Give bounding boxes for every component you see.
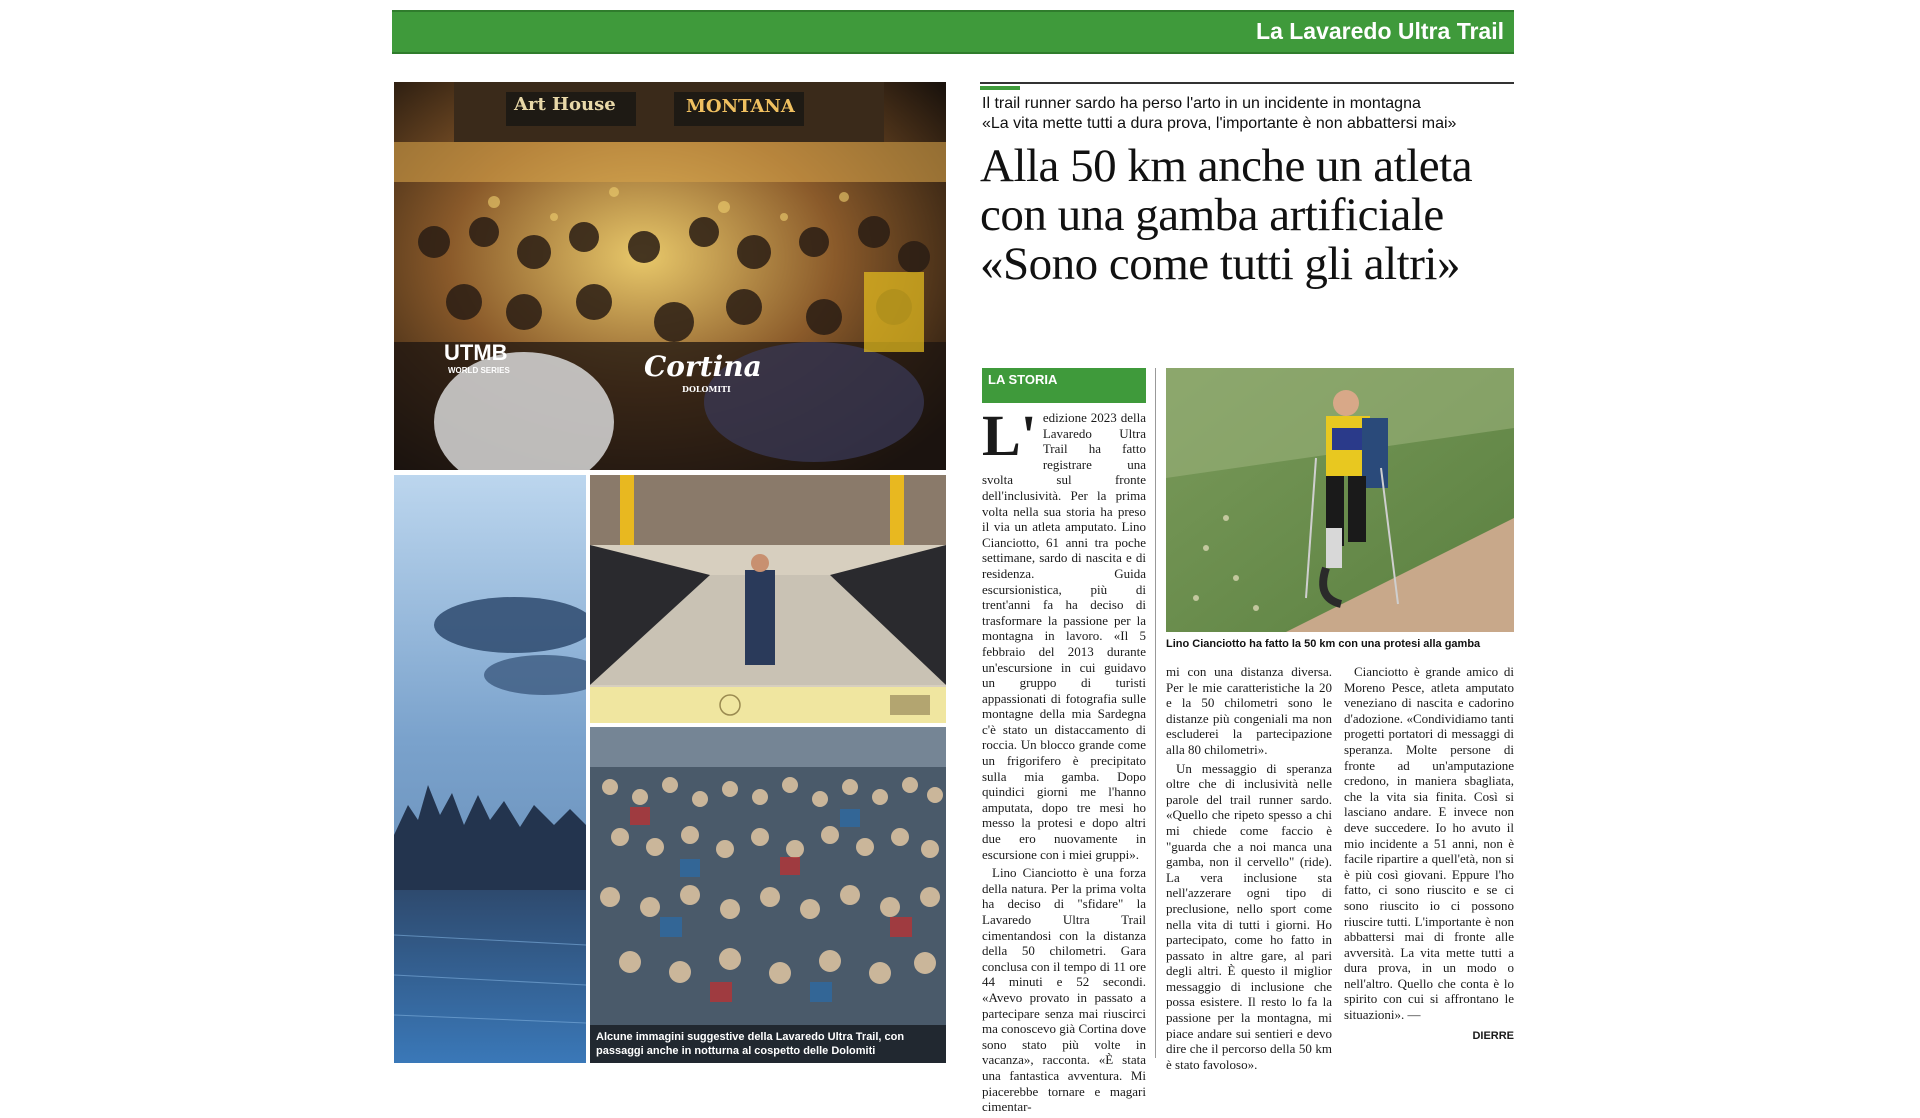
cortina-logo-sub: DOLOMITI [682, 384, 731, 394]
shop-sign-montana: MONTANA [686, 96, 795, 117]
column-divider [1155, 368, 1156, 1058]
dropcap: L' [982, 403, 1037, 468]
utmb-logo: UTMB [444, 340, 508, 365]
finish-line-photo [590, 475, 946, 723]
article-paragraph: Cianciotto è grande amico di Moreno Pesce, atleta amputato veneziano di nascita e cadorino d'adozione. «Condividiamo tanti progetti portatori di messaggi di speranza. Molte persone di fronte ad un'amputazione credono, in maniera sbagliata, che la vita sia finita. Così si lasciano andare. E invece non deve succedere. Io ho avuto il mio incidente a 51 anni, non è facile ripartire a quell'età, non si è più così giovani. Eppure l'ho fatto, ci sono riuscito e se ci sono riuscito io ci possono riuscire tutti. L'importante è non abbattersi mai di fronte alle avversità. La vita mette tutti a dura prova, in un modo o nell'altro. Quello che conta è lo spirito con cui si affrontano le situazioni». — [1344, 664, 1514, 1023]
headline-line-2: con una gamba artificiale [980, 189, 1444, 241]
section-tag-label: LA STORIA [988, 372, 1058, 387]
dolomites-dusk-photo [394, 475, 586, 1063]
headline [980, 142, 1514, 289]
utmb-logo-sub: WORLD SERIES [448, 366, 510, 375]
author-signature: DIERRE [1472, 1029, 1514, 1042]
article-column-3 [1344, 664, 1514, 1044]
kicker-line-2: «La vita mette tutti a dura prova, l'importante è non abbattersi mai» [982, 115, 1457, 132]
article-paragraph: edizione 2023 della Lavaredo Ultra Trail ha fatto registrare una svolta sul fronte dell'inclusività. Per la prima volta nella sua storia ha preso il via un atleta amputato. Lino Cianciotto, 61 anni tra poche settimane, sardo di nascita e di residenza. Guida escursionistica, più di trent'anni fa ha deciso di trasformare la passione per la montagna in lavoro. «Il 5 febbraio del 2013 durante un'escursione in cui guidavo un gruppo di turisti appassionati di fotografia sulle montagne della mia Sardegna c'è stato un distaccamento di roccia. Un blocco grande come un frigorifero è precipitato sulla mia gamba. Dopo quindici giorni me l'hanno amputata, dopo tre mesi ho messo la protesi e dopo altri due ero nuovamente in escursione con i miei gruppi». [982, 410, 1146, 862]
article-column-2 [1166, 664, 1332, 1075]
article-column-1 [982, 403, 1146, 1118]
left-photo-caption: Alcune immagini suggestive della Lavaredo Ultra Trail, con passaggi anche in notturna al cospetto delle Dolomiti [590, 1025, 946, 1063]
kicker-rule [980, 82, 1514, 84]
section-band [392, 10, 1514, 54]
newspaper-page [392, 0, 1514, 1115]
right-photo-caption: Lino Cianciotto ha fatto la 50 km con una protesi alla gamba [1166, 638, 1481, 650]
article-paragraph: Lino Cianciotto è una forza della natura. Per la prima volta ha deciso di "sfidare" la Lavaredo Ultra Trail cimentandosi con la distanza della 50 chilometri. Gara conclusa con il tempo di 11 ore 44 minuti e 52 secondi. «Avevo provato in passato a partecipare senza mai riuscirci ma conoscevo già Cortina dove sono stato più volte in vacanza», racconta. «È stata una fantastica avventura. Mi piacerebbe tornare e magari cimentar- [982, 865, 1146, 1115]
section-title: La Lavaredo Ultra Trail [1256, 18, 1504, 44]
cortina-logo: Cortina [644, 350, 762, 383]
runners-crowd-photo [590, 727, 946, 1063]
headline-line-1: Alla 50 km anche un atleta [980, 140, 1473, 192]
section-tag [982, 368, 1146, 403]
athlete-prosthesis-photo [1166, 368, 1514, 632]
kicker-accent [980, 86, 1020, 90]
headline-line-3: «Sono come tutti gli altri» [980, 238, 1460, 290]
kicker [982, 94, 1514, 134]
article-paragraph: Un messaggio di speranza oltre che di inclusività nelle parole del trail runner sardo. «Quello che ripeto spesso a chi mi chiede come faccio è "guarda che a noi manca una gamba, non il cervello" (ride). La vera inclusione sta nell'azzerare ogni tipo di preclusione, nello sport come nella vita di tutti i giorni. Ho partecipato, come ho fatto in passato in altre gare, al pari degli altri. È questo il miglior messaggio di inclusione che possa esistere. Il resto lo fa la passione per la montagna, mi piace andare sui sentieri e devo dire che il percorso della 50 km è stato favoloso». [1166, 760, 1332, 1072]
start-crowd-photo [394, 82, 946, 470]
article-paragraph: mi con una distanza diversa. Per le mie caratteristiche la 20 e la 50 chilometri sono le distanze più congeniali ma non escluderei la partecipazione alla 80 chilometri». [1166, 664, 1332, 757]
kicker-line-1: Il trail runner sardo ha perso l'arto in un incidente in montagna [982, 95, 1421, 112]
shop-sign-arthouse: Art House [514, 94, 616, 115]
